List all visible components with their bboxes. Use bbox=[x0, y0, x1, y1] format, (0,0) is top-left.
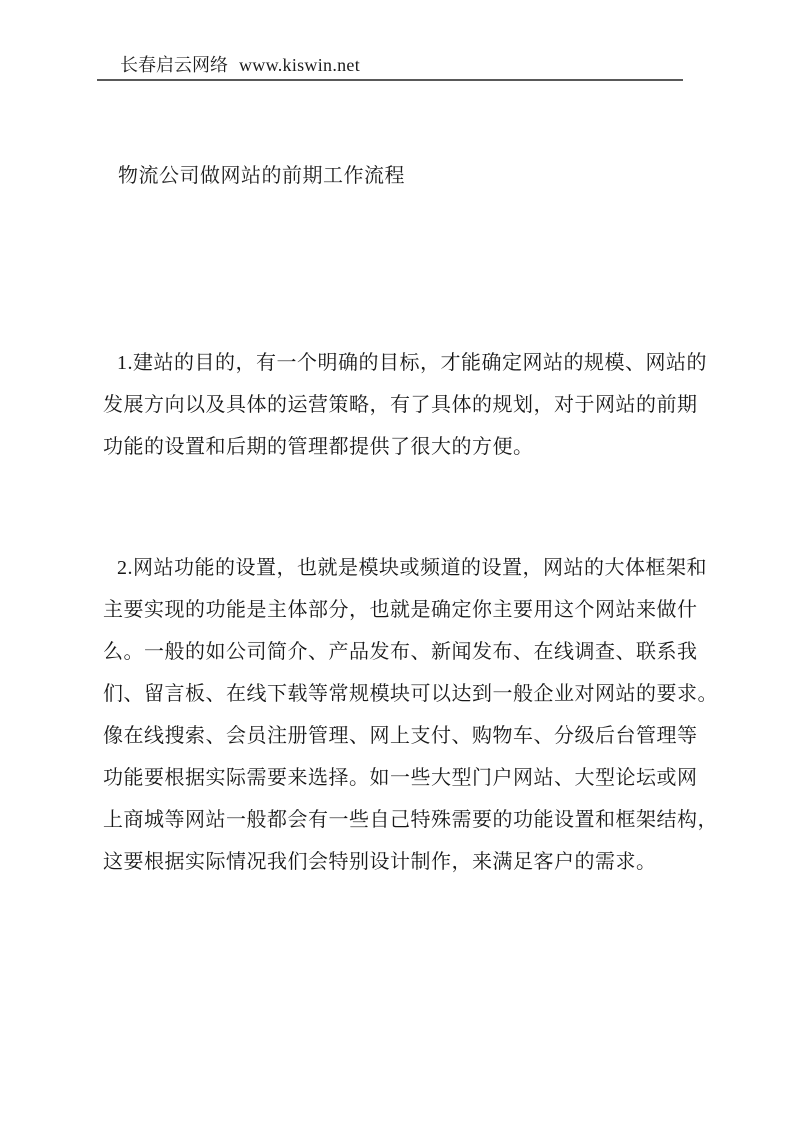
text-line: 发展方向以及具体的运营策略，有了具体的规划，对于网站的前期 bbox=[103, 394, 698, 416]
text-line: 2.网站功能的设置，也就是模块或频道的设置，网站的大体框架和 bbox=[117, 557, 707, 579]
company-name: 长春启云网络 bbox=[120, 55, 228, 75]
header-divider bbox=[97, 79, 683, 81]
text-line: 上商城等网站一般都会有一些自己特殊需要的功能设置和框架结构， bbox=[103, 809, 718, 831]
text-line: 主要实现的功能是主体部分，也就是确定你主要用这个网站来做什 bbox=[103, 599, 698, 621]
text-line: 们、留言板、在线下载等常规模块可以达到一般企业对网站的要求。 bbox=[103, 683, 718, 705]
text-line: 功能要根据实际需要来选择。如一些大型门户网站、大型论坛或网 bbox=[103, 767, 698, 789]
text-line: 功能的设置和后期的管理都提供了很大的方便。 bbox=[103, 436, 534, 458]
text-line: 这要根据实际情况我们会特别设计制作，来满足客户的需求。 bbox=[103, 851, 657, 873]
text-line: 么。一般的如公司简介、产品发布、新闻发布、在线调查、联系我 bbox=[103, 641, 698, 663]
website-url: www.kiswin.net bbox=[239, 55, 361, 75]
text-line: 1.建站的目的，有一个明确的目标，才能确定网站的规模、网站的 bbox=[117, 352, 707, 374]
page-header bbox=[120, 53, 360, 77]
paragraph-site-purpose bbox=[103, 342, 707, 468]
text-line: 像在线搜索、会员注册管理、网上支付、购物车、分级后台管理等 bbox=[103, 725, 698, 747]
document-title: 物流公司做网站的前期工作流程 bbox=[118, 165, 405, 187]
paragraph-site-functions bbox=[103, 547, 718, 883]
